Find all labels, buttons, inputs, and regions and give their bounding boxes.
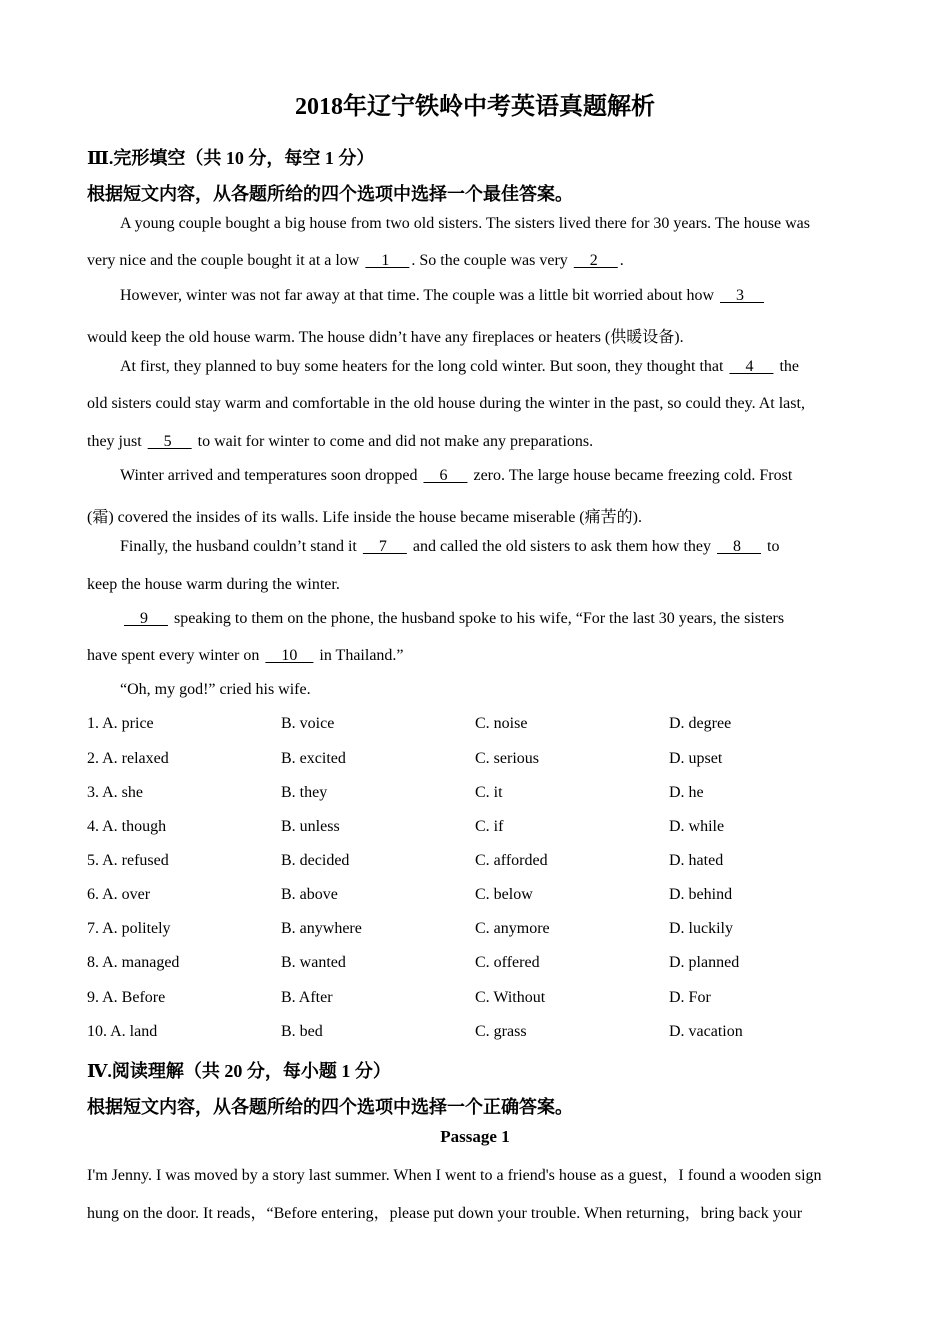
option: 9. A. Before (87, 989, 166, 1006)
option: 4. A. though (87, 818, 167, 835)
page-title: 2018年辽宁铁岭中考英语真题解析 (295, 94, 655, 120)
option: D. planned (669, 954, 740, 971)
option: D. he (669, 784, 704, 801)
passage-line: I'm Jenny. I was moved by a story last summer. When I went to a friend's house as a guest，I found a wooden sign (87, 1167, 822, 1184)
passage-line: A young couple bought a big house from two old sisters. The sisters lived there for 30 years. The house was (120, 215, 810, 232)
passage-line: At first, they planned to buy some heaters for the long cold winter. But soon, they thought that 4 the (120, 358, 799, 375)
option: C. offered (475, 954, 540, 971)
blank-3: 3 (720, 287, 764, 304)
option: B. they (281, 784, 328, 801)
option: C. afforded (475, 852, 548, 869)
blank-5: 5 (147, 433, 192, 450)
option: D. upset (669, 750, 723, 767)
passage-line: keep the house warm during the winter. (87, 576, 340, 593)
option: C. anymore (475, 920, 550, 937)
passage-line: However, winter was not far away at that time. The couple was a little bit worried about how 3 (120, 287, 764, 304)
option: 8. A. managed (87, 954, 180, 971)
option: 5. A. refused (87, 852, 169, 869)
option: 2. A. relaxed (87, 750, 169, 767)
option: C. it (475, 784, 503, 801)
passage-line: very nice and the couple bought it at a low 1 . So the couple was very 2 . (87, 252, 624, 269)
section-3-heading: Ⅲ.完形填空（共 10 分，每空 1 分） (87, 148, 375, 168)
option: D. vacation (669, 1023, 743, 1040)
option: B. After (281, 989, 333, 1006)
option: C. serious (475, 750, 539, 767)
blank-9: 9 (124, 610, 168, 627)
option: B. above (281, 886, 338, 903)
passage-line: (霜) covered the insides of its walls. Life inside the house became miserable (痛苦的). (87, 509, 642, 526)
option: B. voice (281, 715, 335, 732)
option: D. while (669, 818, 725, 835)
blank-4: 4 (729, 358, 774, 375)
passage-line: would keep the old house warm. The house didn’t have any fireplaces or heaters (供暖设备). (87, 329, 684, 346)
option: B. anywhere (281, 920, 362, 937)
blank-1: 1 (365, 252, 410, 269)
option: C. below (475, 886, 533, 903)
passage-line: hung on the door. It reads，“Before entering，please put down your trouble. When returning，bring back your (87, 1205, 803, 1222)
option: C. if (475, 818, 504, 835)
option: 3. A. she (87, 784, 143, 801)
option: D. hated (669, 852, 724, 869)
option: B. bed (281, 1023, 323, 1040)
passage-line: “Oh, my god!” cried his wife. (120, 681, 311, 698)
option: D. luckily (669, 920, 733, 937)
option: B. decided (281, 852, 350, 869)
option: C. noise (475, 715, 528, 732)
option: C. Without (475, 989, 546, 1006)
option: D. behind (669, 886, 733, 903)
section-4-heading: Ⅳ.阅读理解（共 20 分，每小题 1 分） (87, 1061, 391, 1081)
blank-7: 7 (362, 538, 407, 555)
option: D. For (669, 989, 711, 1006)
passage-line: Finally, the husband couldn’t stand it 7 and called the old sisters to ask them how they 8 to (120, 538, 780, 555)
option: B. wanted (281, 954, 346, 971)
passage-title: Passage 1 (440, 1127, 510, 1146)
passage-line: they just 5 to wait for winter to come and did not make any preparations. (87, 433, 594, 450)
section-3-instruction: 根据短文内容，从各题所给的四个选项中选择一个最佳答案。 (87, 184, 573, 204)
option: 10. A. land (87, 1023, 158, 1040)
passage-line: have spent every winter on 10 in Thailand.” (87, 647, 404, 664)
blank-6: 6 (423, 467, 468, 484)
passage-line: 9 speaking to them on the phone, the husband spoke to his wife, “For the last 30 years, the sisters (124, 610, 785, 627)
option: D. degree (669, 715, 732, 732)
option: 7. A. politely (87, 920, 171, 937)
blank-2: 2 (573, 252, 618, 269)
option: 6. A. over (87, 886, 151, 903)
option: B. unless (281, 818, 340, 835)
passage-line: Winter arrived and temperatures soon dropped 6 zero. The large house became freezing cold. Frost (120, 467, 793, 484)
option: B. excited (281, 750, 346, 767)
section-4-instruction: 根据短文内容，从各题所给的四个选项中选择一个正确答案。 (87, 1097, 573, 1117)
blank-8: 8 (717, 538, 762, 555)
blank-10: 10 (265, 647, 314, 664)
option: 1. A. price (87, 715, 154, 732)
option: C. grass (475, 1023, 527, 1040)
passage-line: old sisters could stay warm and comfortable in the old house during the winter in the past, so could they. At last, (87, 395, 805, 412)
